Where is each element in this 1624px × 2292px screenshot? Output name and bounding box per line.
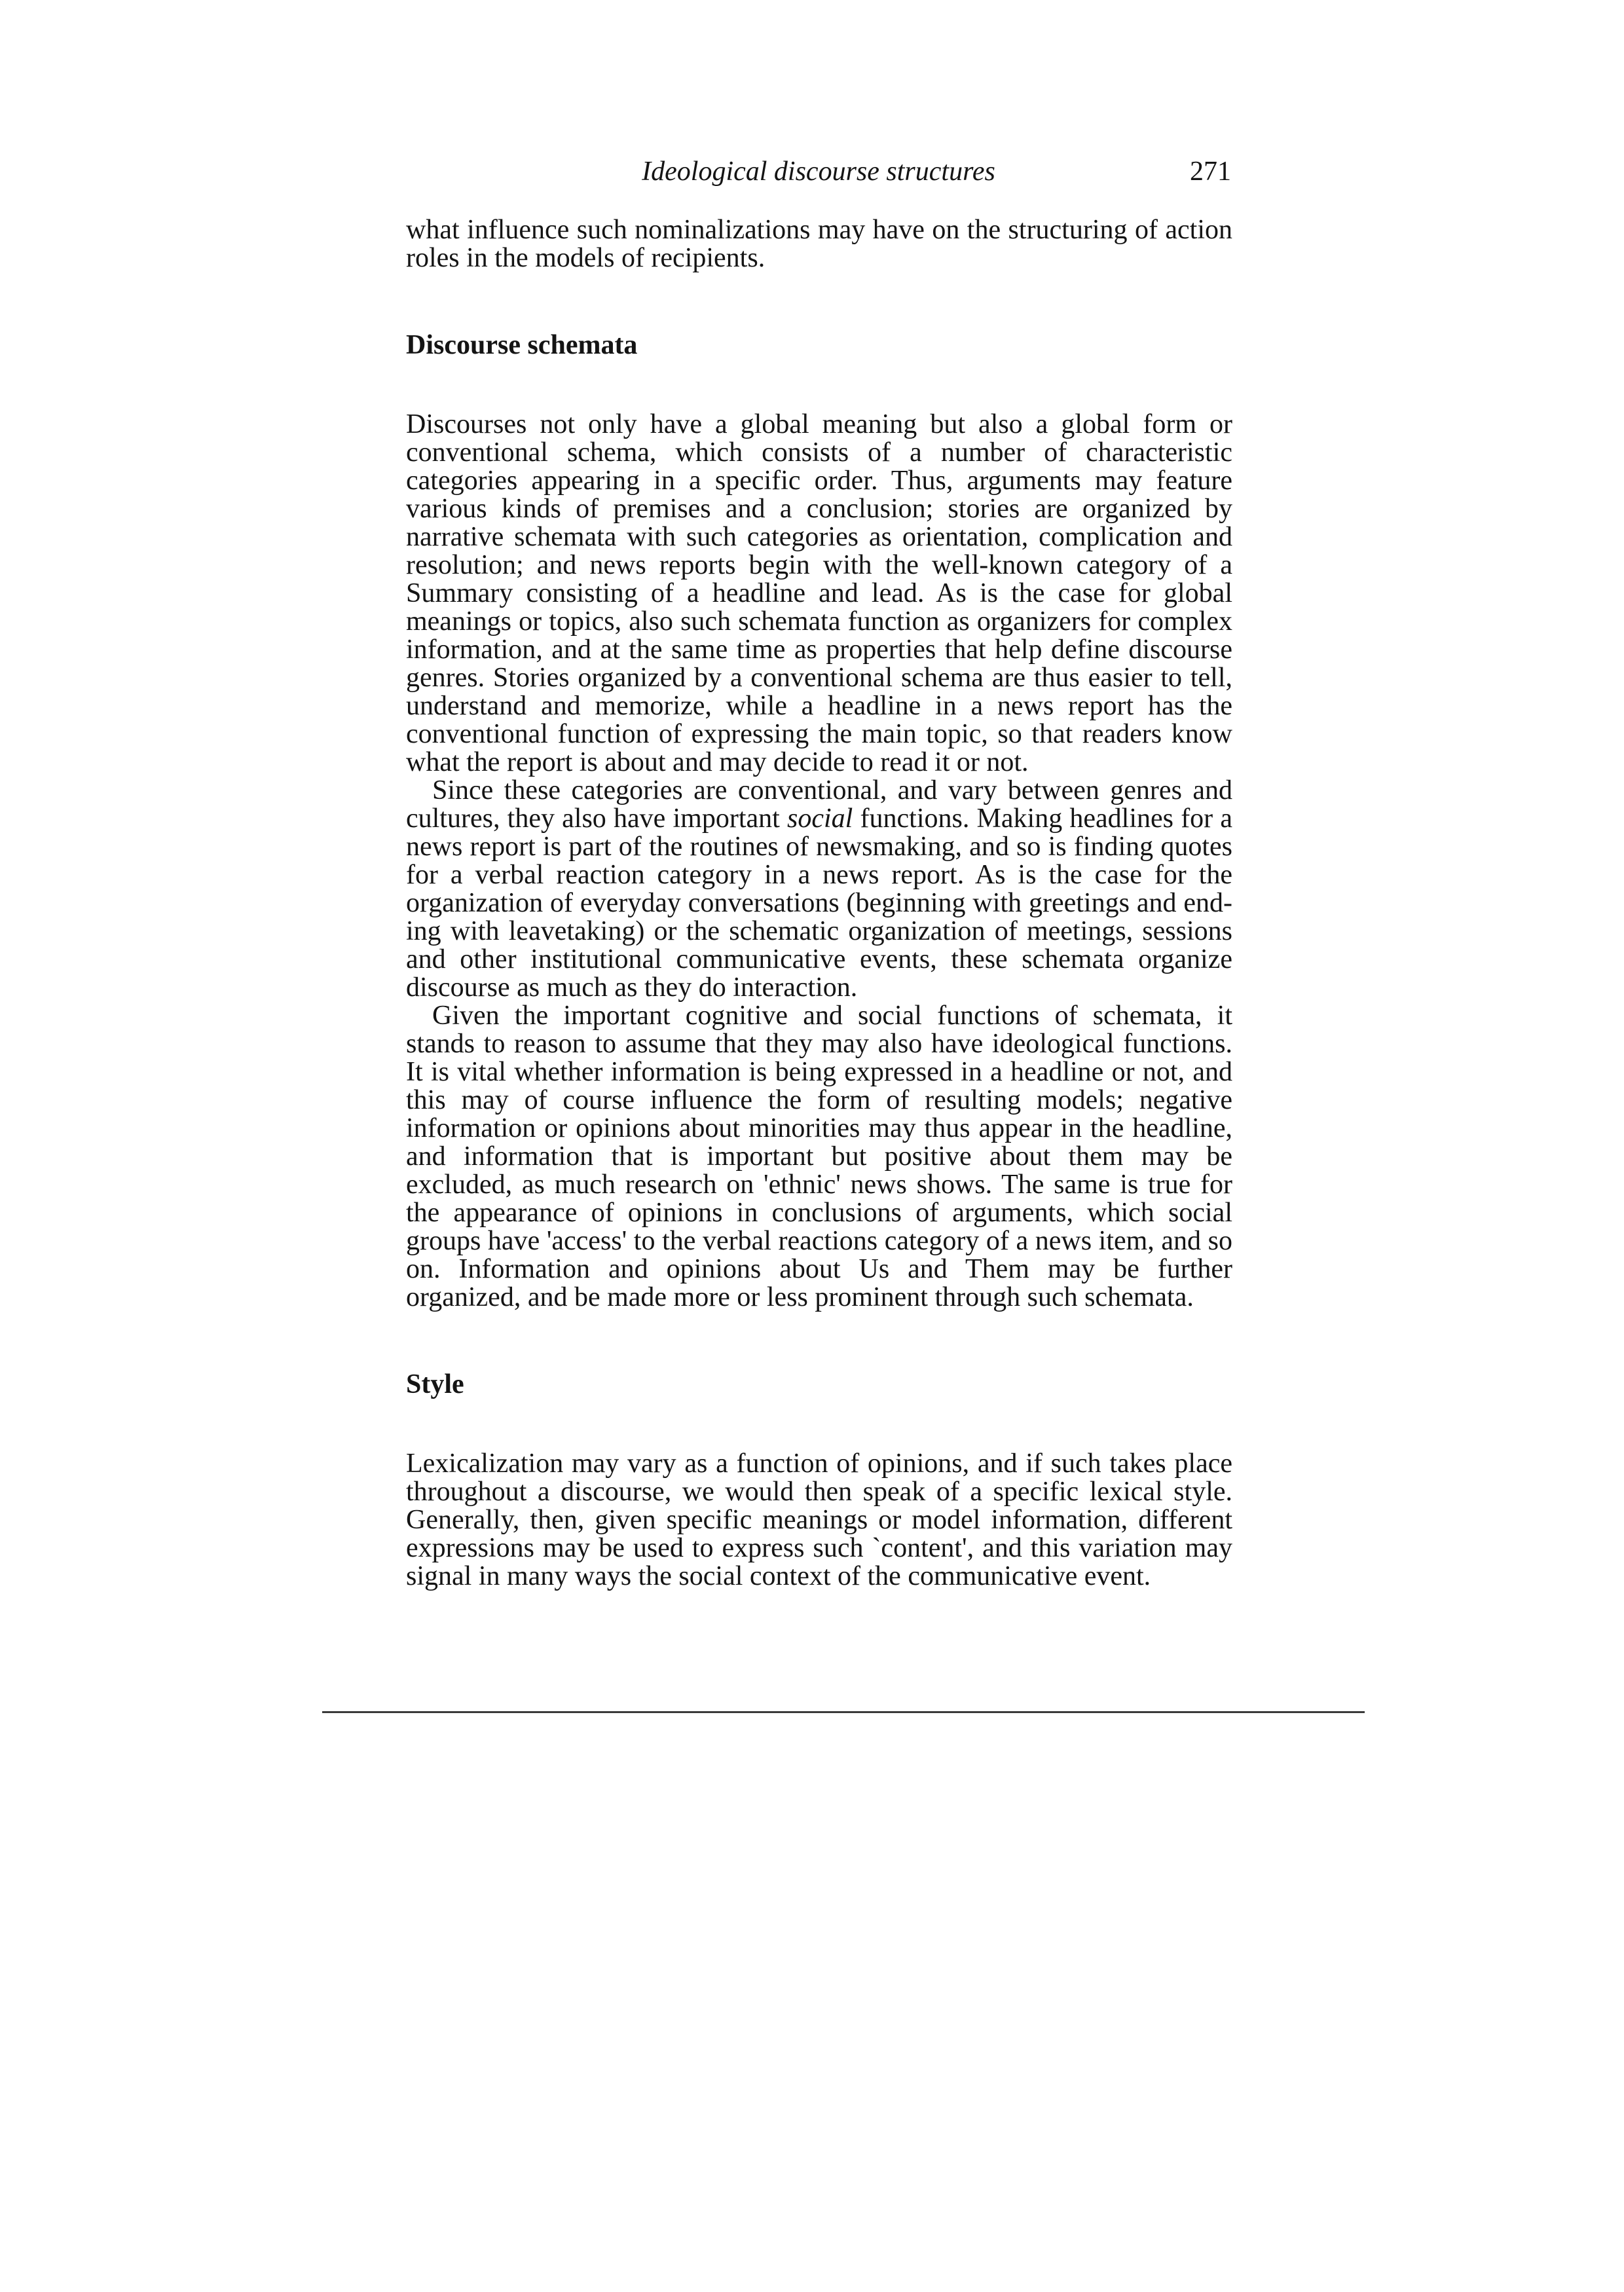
spacer xyxy=(406,272,1232,331)
body-text xyxy=(406,216,1232,1591)
bottom-rule xyxy=(322,1711,1365,1713)
spacer xyxy=(406,1399,1232,1450)
schemata-paragraph-1: Discourses not only have a global meaning but also a global form or conventional schema, which consists of a number of characteristic categories appearing in a specific order. Thus, arguments may feature various kinds of premises and a conclusion; stories are organized by narrative schemata with such categories as orientation, complication and resolution; and news reports begin with the well-known category of a Summary consisting of a headline and lead. As is the case for global meanings or topics, also such schemata function as organizers for complex information, and at the same time as properties that help define discourse genres. Stories organized by a conventional schema are thus easier to tell, understand and memorize, while a headline in a news report has the conventional function of expressing the main topic, so that readers know what the report is about and may decide to read it or not. xyxy=(406,409,1232,777)
schemata-paragraph-2-start: Since these categories are conventional, and vary between genres and cultures, they also have important xyxy=(406,775,1232,834)
opening-paragraph: what influence such nominalizations may have on the structuring of action roles in the models of recipients. xyxy=(406,215,1232,273)
spacer xyxy=(406,1312,1232,1371)
schemata-paragraph-2 xyxy=(406,777,1232,1002)
section-heading-discourse-schemata: Discourse schemata xyxy=(406,330,638,360)
spacer xyxy=(406,360,1232,411)
page-number: 271 xyxy=(1190,157,1231,187)
schemata-paragraph-3: Given the important cognitive and social functions of schemata, it stands to reason to assume that they may also have ideological functions. It is vital whether information is being expressed in a headline or not, and this may of course influence the form of resulting models; negative information or opinions about minorities may thus appear in the headline, and information that is important but positive about them may be excluded, as much research on 'ethnic' news shows. The same is true for the appearance of opinions in conclusions of arguments, which social groups have 'access' to the verbal reactions category of a news item, and so on. Information and opinions about Us and Them may be further organized, and be made more or less prominent through such schemata. xyxy=(406,1001,1232,1312)
running-title: Ideological discourse structures xyxy=(642,157,995,187)
style-paragraph-1: Lexicalization may vary as a function of opinions, and if such takes place throughout a discourse, we would then speak of a specific lexical style. Generally, then, given specific meanings or model information, different expressions may be used to express such `content', and this variation may signal in many ways the social context of the communicative event. xyxy=(406,1449,1232,1591)
emphasis-social: social xyxy=(787,804,853,834)
schemata-paragraph-2-end: functions. Making headlines for a news report is part of the routines of newsmaking, and so is finding quotes for a verbal reaction category in a news report. As is the case for the organization of everyday conversations (beginning with greetings and ending with leavetaking) or the schematic organization of meetings, sessions and other institutional communicative events, these schemata organize discourse as much as they do interaction. xyxy=(406,804,1232,1003)
section-heading-style: Style xyxy=(406,1369,464,1399)
running-head xyxy=(406,152,1231,191)
